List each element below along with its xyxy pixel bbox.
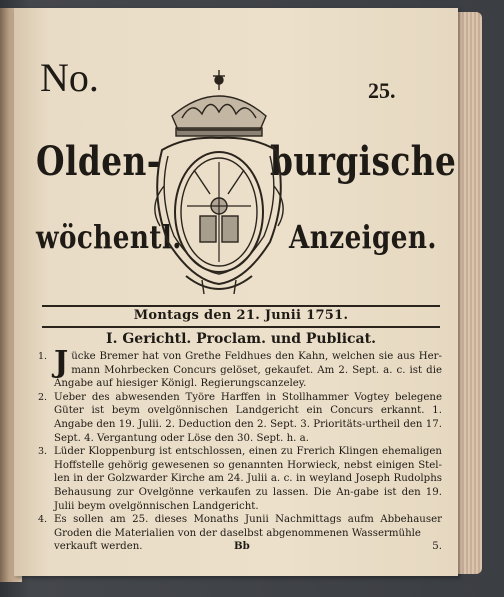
newspaper-page — [14, 8, 458, 576]
issue-number: 25. — [368, 78, 396, 103]
bottom-rule — [42, 326, 440, 328]
signature-mark: Bb — [234, 540, 250, 553]
title-part-1: Olden- — [36, 138, 161, 185]
page-footer-line — [38, 540, 442, 554]
coat-of-arms-icon — [142, 66, 296, 298]
notice-text: Ueber des abwesenden Työre Harffen in Stollhammer Vogtey belegene Güter ist beym ovelgönnischen Landgericht ein Concurs erkannt. 1. Angabe den 19. Julii. 2. Deduction den 2. Sept. 3. Prioritäts-urtheil den 17. Sept. 4. Vergantung oder Löse den 30. Sept. h. a. — [54, 391, 442, 444]
title-part-2: burgische — [270, 138, 457, 185]
section-title: I. Gerichtl. Proclam. und Publicat. — [106, 331, 376, 347]
catchword: 5. — [432, 541, 442, 553]
notice-item — [38, 345, 442, 391]
notice-text: Lüder Kloppenburg ist entschlossen, einen zu Frerich Klingen ehemaligen Hoffstelle gehörig gewesenen so genannten Horwieck, nebst einigen Stel-len in der Golzwarder Kirche am 24. Julii a. c. in weyland Joseph Rudolphs Behausung zur Ovelgönne verkaufen zu lassen. Die An-gabe ist den 19. Julii beym ovelgönnischen Landgericht. — [54, 446, 442, 512]
notice-text: ücke Bremer hat von Grethe Feldhues den Kahn, welchen sie aus Her-mann Mohrbecken Concurs gelöset, gekaufet. Am 2. Sept. a. c. ist die Angabe auf hiesiger Königl. Regierungscanzeley. — [54, 351, 442, 390]
notice-text: Es sollen am 25. dieses Monaths Junii Nachmittags aufm Abbehauser Groden die Materialien von der daselbst abgenommenen Wassermühle — [54, 514, 442, 539]
date-line: Montags den 21. Junii 1751. — [133, 308, 349, 323]
top-rule — [42, 305, 440, 307]
notice-number: 4. — [38, 514, 48, 526]
notices-list — [38, 345, 442, 554]
notice-item — [38, 445, 442, 513]
title-part-3: wöchentl. — [36, 218, 182, 256]
notice-item — [38, 391, 442, 445]
number-label: No. — [40, 55, 99, 100]
notice-number: 2. — [38, 391, 48, 403]
notice-continuation: verkauft werden. — [54, 541, 143, 553]
notice-number: 1. — [38, 351, 48, 362]
title-part-4: Anzeigen. — [289, 218, 437, 256]
drop-capital: J — [54, 345, 69, 380]
notice-number: 3. — [38, 446, 48, 458]
notice-item — [38, 513, 442, 540]
